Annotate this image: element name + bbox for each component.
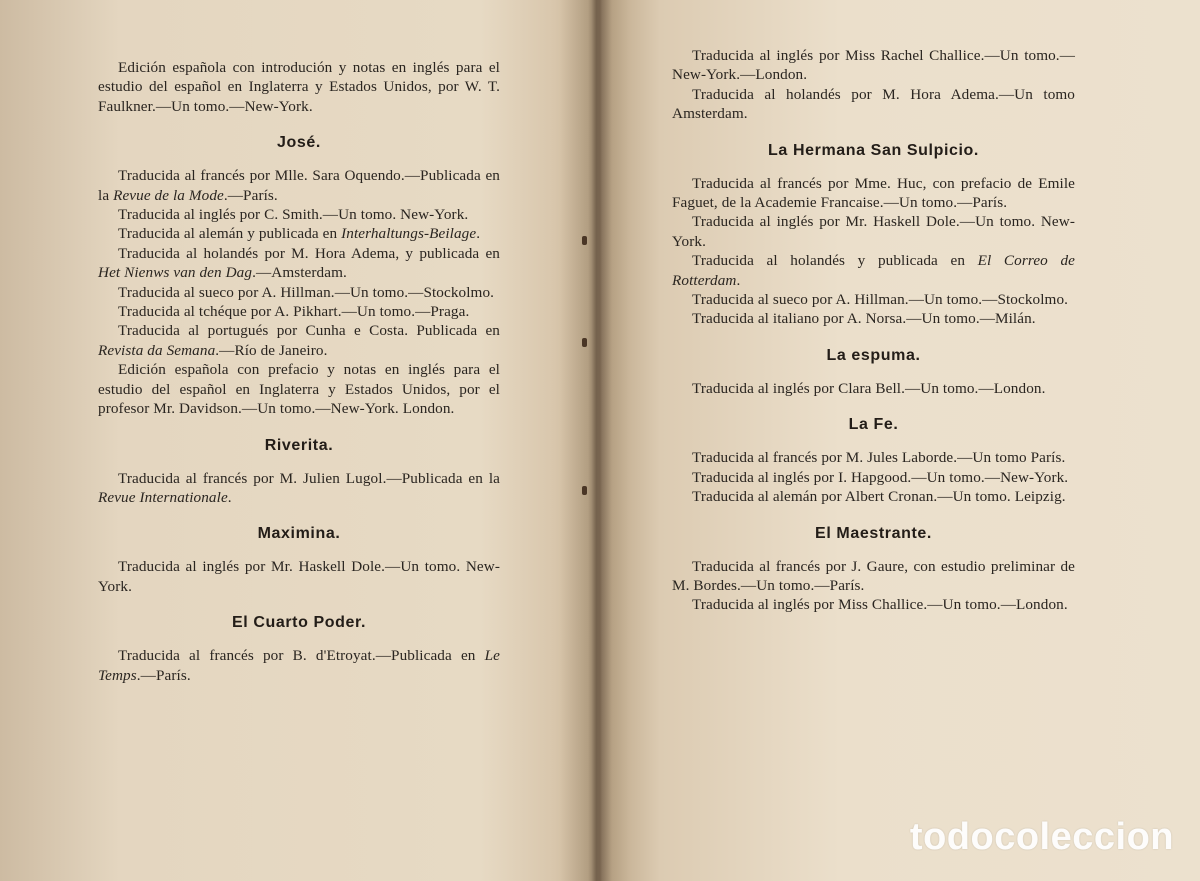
section-heading: La Fe. xyxy=(848,416,899,434)
left-page xyxy=(0,0,590,881)
paragraph: Traducida al inglés por I. Hapgood.—Un tomo.—New-York. xyxy=(692,468,1069,486)
section-heading: El Cuarto Poder. xyxy=(231,614,367,632)
watermark-logo: todocoleccion xyxy=(909,816,1174,858)
paragraph: Edición española con introdución y notas en inglés para el estudio del español en Inglaterra y Estados Unidos, por W. T. Faulkner.—Un tomo.—New-York. xyxy=(98,59,500,115)
paragraph: Traducida al inglés por Clara Bell.—Un tomo.—London. xyxy=(692,379,1046,397)
paragraph: Traducida al inglés por C. Smith.—Un tomo. New-York. xyxy=(118,206,469,224)
paragraph: Traducida al italiano por A. Norsa.—Un tomo.—Milán. xyxy=(692,310,1036,328)
paragraph: Edición española con prefacio y notas en inglés para el estudio del español en Inglaterra y Estados Unidos, por el profesor Mr. Davidson.—Un tomo.—New-York. London. xyxy=(98,361,500,418)
paragraph: Traducida al sueco por A. Hillman.—Un tomo.—Stockolmo. xyxy=(692,291,1069,309)
section-heading: Maximina. xyxy=(257,525,341,543)
paragraph: Traducida al francés por Mlle. Sara Oquendo.—Publicada en la Revue de la Mode.—París. xyxy=(98,167,500,204)
paragraph: Traducida al holandés por M. Hora Adema, y publicada en Het Nienws van den Dag.—Amsterdam. xyxy=(98,244,500,282)
paragraph: Traducida al holandés por M. Hora Adema.—Un tomo Amsterdam. xyxy=(672,85,1075,123)
paragraph: Traducida al francés por Mme. Huc, con prefacio de Emile Faguet, de la Academie Francaise.—Un tomo.—París. xyxy=(672,174,1075,212)
paragraph: Traducida al francés por J. Gaure, con estudio preliminar de M. Bordes.—Un tomo.—París. xyxy=(672,557,1075,594)
section-heading: La espuma. xyxy=(826,346,921,364)
paragraph: Traducida al inglés por Miss Challice.—Un tomo.—London. xyxy=(692,596,1068,614)
paragraph: Traducida al alemán y publicada en Interhaltungs-Beilage. xyxy=(118,225,481,243)
paragraph: Traducida al inglés por Miss Rachel Challice.—Un tomo.—New-York.—London. xyxy=(672,47,1075,84)
paragraph: Traducida al inglés por Mr. Haskell Dole.—Un tomo. New-York. xyxy=(672,213,1075,250)
paragraph: Traducida al inglés por Mr. Haskell Dole.—Un tomo. New-York. xyxy=(98,558,500,595)
paragraph: Traducida al sueco por A. Hillman.—Un tomo.—Stockolmo. xyxy=(118,283,495,301)
paragraph: Traducida al francés por M. Julien Lugol.—Publicada en la Revue Internationale. xyxy=(98,469,500,506)
paragraph: Traducida al francés por B. d'Etroyat.—Publicada en Le Temps.—París. xyxy=(98,647,500,684)
paragraph: Traducida al portugués por Cunha e Costa. Publicada en Revista da Semana.—Río de Janeiro. xyxy=(98,322,500,359)
paragraph: Traducida al holandés y publicada en El Correo de Rotterdam. xyxy=(672,252,1075,289)
section-heading: El Maestrante. xyxy=(815,524,932,542)
section-heading: José. xyxy=(277,134,321,152)
right-page xyxy=(600,0,1200,881)
section-heading: La Hermana San Sulpicio. xyxy=(768,141,979,159)
section-heading: Riverita. xyxy=(264,436,334,454)
paragraph: Traducida al alemán por Albert Cronan.—Un tomo. Leipzig. xyxy=(692,488,1066,506)
paragraph: Traducida al tchéque por A. Pikhart.—Un tomo.—Praga. xyxy=(118,303,470,321)
paragraph: Traducida al francés por M. Jules Laborde.—Un tomo París. xyxy=(692,449,1066,467)
